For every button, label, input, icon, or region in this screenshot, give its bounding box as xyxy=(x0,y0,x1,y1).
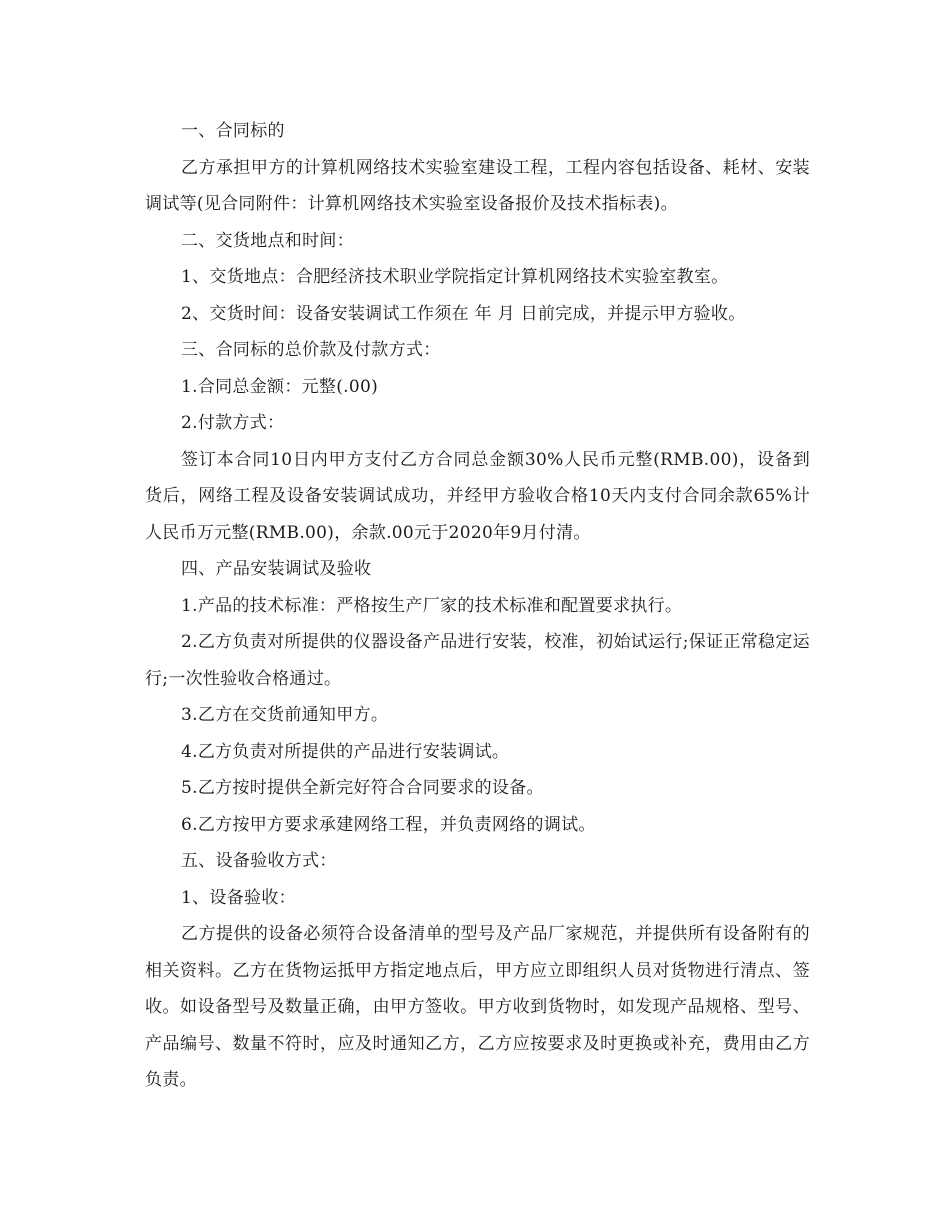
paragraph-total-amount: 1.合同总金额：元整(.00) xyxy=(181,376,379,397)
paragraph-new-equipment: 5.乙方按时提供全新完好符合合同要求的设备。 xyxy=(181,778,544,798)
paragraph-delivery-location: 1、交货地点：合肥经济技术职业学院指定计算机网络技术实验室教室。 xyxy=(181,267,729,287)
paragraph-contract-subject: 乙方承担甲方的计算机网络技术实验室建设工程，工程内容包括设备、耗材、安装调试等(见合同附件：计算机网络技术实验室设备报价及技术指标表)。 xyxy=(145,157,810,214)
paragraph-payment-terms: 签订本合同10日内甲方支付乙方合同总金额30%人民币元整(RMB.00)，设备到货后，网络工程及设备安装调试成功，并经甲方验收合格10天内支付合同余款65%计人民币万元整(RMB.00)，余款.00元于2020年9月付清。 xyxy=(145,449,810,543)
section-heading-price-payment: 三、合同标的总价款及付款方式： xyxy=(181,340,441,360)
paragraph-installation-debugging: 4.乙方负责对所提供的产品进行安装调试。 xyxy=(181,741,510,762)
paragraph-acceptance-details: 乙方提供的设备必须符合设备清单的型号及产品厂家规范，并提供所有设备附有的相关资料。乙方在货物运抵甲方指定地点后，甲方应立即组织人员对货物进行清点、签收。如设备型号及数量正确，由甲方签收。甲方收到货物时，如发现产品规格、型号、产品编号、数量不符时，应及时通知乙方，乙方应按要求及时更换或补充，费用由乙方负责。 xyxy=(145,924,810,1090)
section-heading-contract-subject: 一、合同标的 xyxy=(181,121,285,141)
section-heading-delivery: 二、交货地点和时间： xyxy=(181,230,354,251)
paragraph-equipment-acceptance: 1、设备验收： xyxy=(181,887,296,908)
paragraph-notify-before-delivery: 3.乙方在交货前通知甲方。 xyxy=(181,705,389,725)
section-heading-acceptance: 五、设备验收方式： xyxy=(181,851,337,871)
paragraph-delivery-time: 2、交货时间：设备安装调试工作须在 年 月 日前完成，并提示甲方验收。 xyxy=(181,303,746,324)
paragraph-network-project: 6.乙方按甲方要求承建网络工程，并负责网络的调试。 xyxy=(181,814,596,835)
section-heading-installation: 四、产品安装调试及验收 xyxy=(181,559,372,579)
paragraph-payment-method: 2.付款方式： xyxy=(181,413,285,433)
document-body xyxy=(145,113,810,1099)
paragraph-technical-standard: 1.产品的技术标准：严格按生产厂家的技术标准和配置要求执行。 xyxy=(181,595,683,616)
paragraph-installation-calibration: 2.乙方负责对所提供的仪器设备产品进行安装，校准，初始试运行;保证正常稳定运行;一次性验收合格通过。 xyxy=(145,632,810,689)
